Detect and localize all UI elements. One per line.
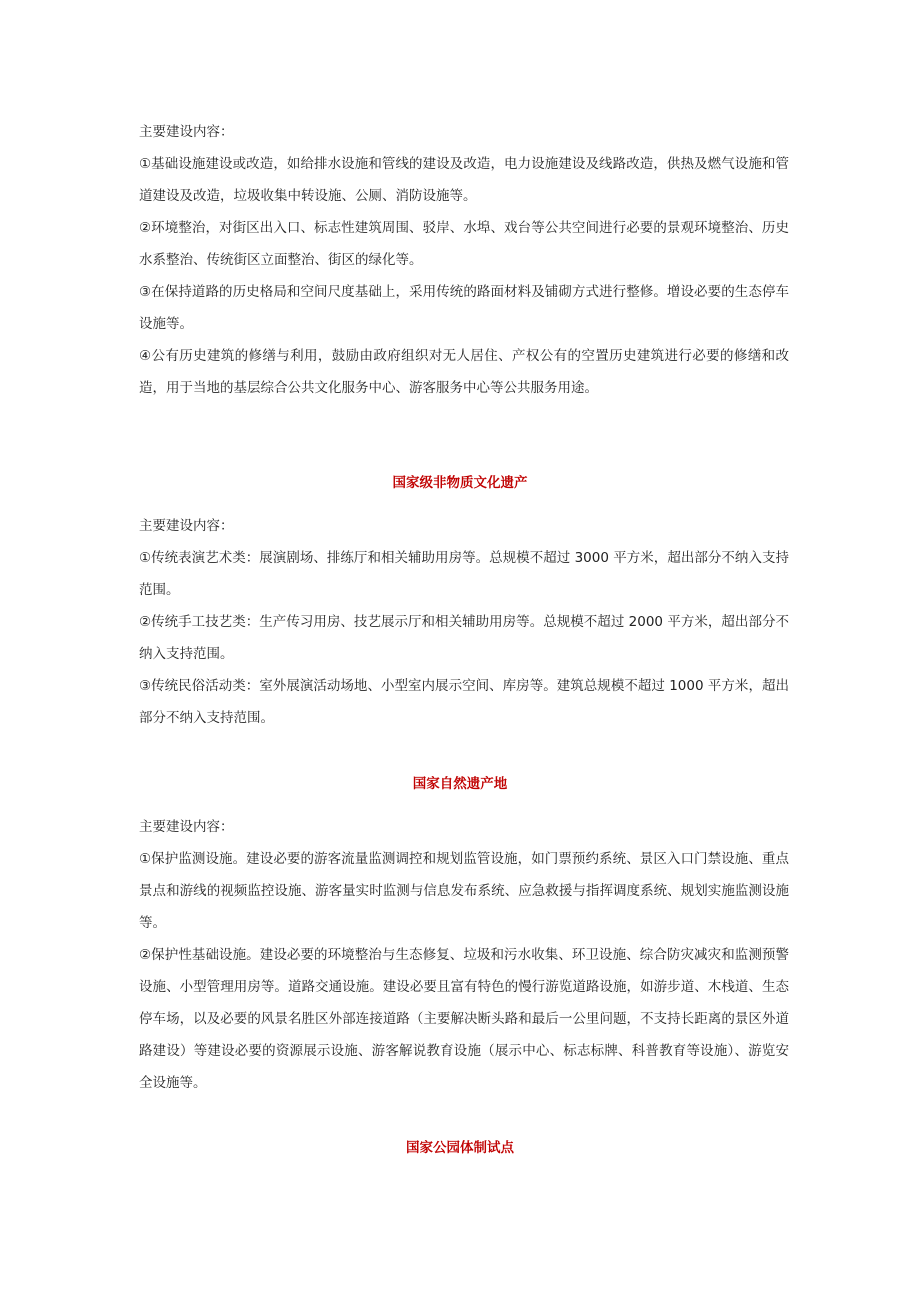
section-natural-heritage — [139, 811, 789, 1099]
section-label: 主要建设内容： — [139, 124, 234, 140]
list-item: ①保护监测设施。建设必要的游客流量监测调控和规划监管设施，如门票预约系统、景区入口门禁设施、重点景点和游线的视频监控设施、游客量实时监测与信息发布系统、应急救援与指挥调度系统、规划实施监测设施等。 — [139, 851, 789, 931]
section-intangible-heritage — [139, 510, 789, 734]
section-heading-national-park: 国家公园体制试点 — [406, 1140, 514, 1156]
section-heading-natural-heritage: 国家自然遗产地 — [412, 776, 508, 792]
section-heading-intangible-heritage: 国家级非物质文化遗产 — [392, 475, 528, 491]
list-item: ①传统表演艺术类：展演剧场、排练厅和相关辅助用房等。总规模不超过 3000 平方米，超出部分不纳入支持范围。 — [139, 550, 789, 598]
list-item: ②传统手工技艺类：生产传习用房、技艺展示厅和相关辅助用房等。总规模不超过 2000 平方米，超出部分不纳入支持范围。 — [139, 614, 789, 662]
list-item: ②保护性基础设施。建设必要的环境整治与生态修复、垃圾和污水收集、环卫设施、综合防灾减灾和监测预警设施、小型管理用房等。道路交通设施。建设必要且富有特色的慢行游览道路设施，如游步道、木栈道、生态停车场，以及必要的风景名胜区外部连接道路（主要解决断头路和最后一公里问题，不支持长距离的景区外道路建设）等建设必要的资源展示设施、游客解说教育设施（展示中心、标志标牌、科普教育等设施）、游览安全设施等。 — [139, 947, 789, 1091]
list-item: ③传统民俗活动类：室外展演活动场地、小型室内展示空间、库房等。建筑总规模不超过 1000 平方米，超出部分不纳入支持范围。 — [139, 678, 789, 726]
section-label: 主要建设内容： — [139, 518, 234, 534]
section-label: 主要建设内容： — [139, 819, 234, 835]
list-item: ②环境整治，对街区出入口、标志性建筑周围、驳岸、水埠、戏台等公共空间进行必要的景观环境整治、历史水系整治、传统街区立面整治、街区的绿化等。 — [139, 220, 789, 268]
list-item: ③在保持道路的历史格局和空间尺度基础上，采用传统的路面材料及铺砌方式进行整修。增设必要的生态停车设施等。 — [139, 284, 789, 332]
list-item: ④公有历史建筑的修缮与利用，鼓励由政府组织对无人居住、产权公有的空置历史建筑进行必要的修缮和改造，用于当地的基层综合公共文化服务中心、游客服务中心等公共服务用途。 — [139, 348, 789, 396]
section-historic-district — [139, 116, 789, 404]
list-item: ①基础设施建设或改造，如给排水设施和管线的建设及改造，电力设施建设及线路改造，供热及燃气设施和管道建设及改造，垃圾收集中转设施、公厕、消防设施等。 — [139, 156, 789, 204]
